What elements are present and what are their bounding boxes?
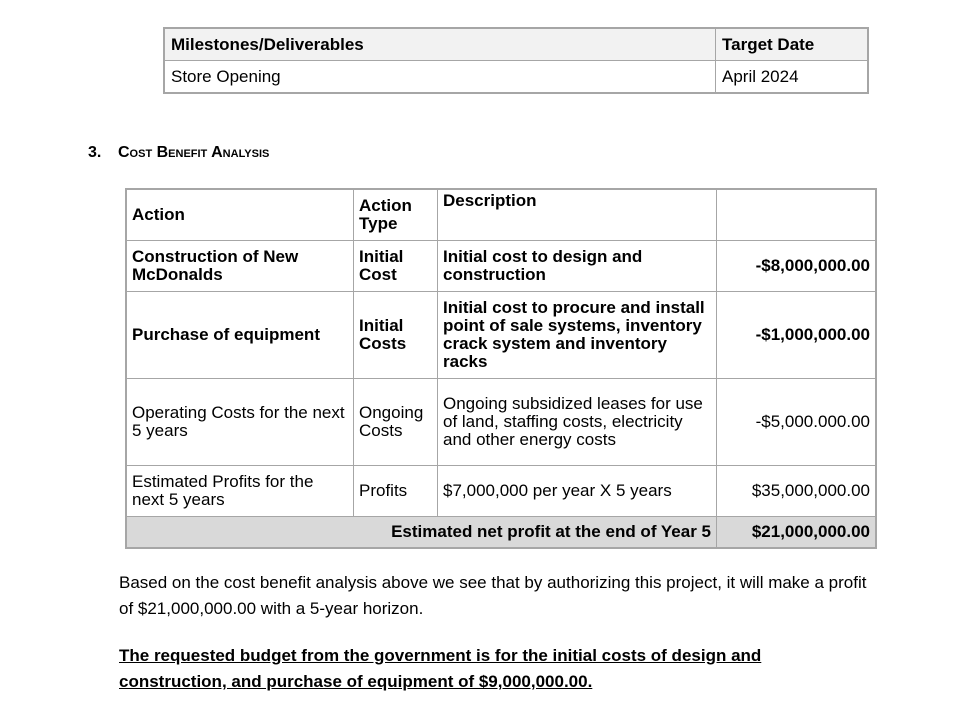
cost-row-type: Ongoing Costs [354, 379, 438, 466]
net-profit-row [126, 517, 876, 549]
cost-row-description: Initial cost to design and construction [438, 241, 717, 292]
cost-benefit-table [125, 188, 877, 549]
milestones-header-deliverables: Milestones/Deliverables [164, 28, 716, 61]
milestones-row [164, 61, 868, 94]
header-amount [717, 189, 877, 241]
net-profit-amount: $21,000,000.00 [717, 517, 877, 549]
cost-row [126, 466, 876, 517]
cost-row [126, 292, 876, 379]
milestone-item: Store Opening [164, 61, 716, 94]
cost-row-amount: -$1,000,000.00 [717, 292, 877, 379]
header-action-type: Action Type [354, 189, 438, 241]
cost-row-action: Operating Costs for the next 5 years [126, 379, 354, 466]
section-title: Cost Benefit Analysis [118, 144, 270, 161]
milestones-table [163, 27, 869, 94]
cost-row [126, 241, 876, 292]
milestone-date: April 2024 [716, 61, 869, 94]
cost-row-type: Initial Costs [354, 292, 438, 379]
summary-paragraph: Based on the cost benefit analysis above we see that by authorizing this project, it will make a profit of $21,000,000.00 with a 5-year horizon. [119, 573, 867, 618]
cost-row-description: $7,000,000 per year X 5 years [438, 466, 717, 517]
milestones-header-target-date: Target Date [716, 28, 869, 61]
cost-row-action: Construction of New McDonalds [126, 241, 354, 292]
header-description: Description [438, 189, 717, 241]
cost-row-amount: $35,000,000.00 [717, 466, 877, 517]
section-number: 3. [88, 144, 102, 161]
cost-row-amount: -$8,000,000.00 [717, 241, 877, 292]
budget-request-statement: The requested budget from the government is for the initial costs of design and construction, and purchase of equipment of $9,000,000.00. [119, 646, 762, 691]
cost-row [126, 379, 876, 466]
header-action: Action [126, 189, 354, 241]
cost-row-description: Initial cost to procure and install point of sale systems, inventory crack system and inventory racks [438, 292, 717, 379]
cost-row-action: Estimated Profits for the next 5 years [126, 466, 354, 517]
section-heading [88, 144, 269, 162]
cost-row-description: Ongoing subsidized leases for use of land, staffing costs, electricity and other energy costs [438, 379, 717, 466]
cost-row-type: Profits [354, 466, 438, 517]
cost-row-type: Initial Cost [354, 241, 438, 292]
cost-row-action: Purchase of equipment [126, 292, 354, 379]
net-profit-label: Estimated net profit at the end of Year 5 [126, 517, 717, 549]
cost-row-amount: -$5,000.000.00 [717, 379, 877, 466]
cost-header-row [126, 189, 876, 241]
milestones-header-row [164, 28, 868, 61]
